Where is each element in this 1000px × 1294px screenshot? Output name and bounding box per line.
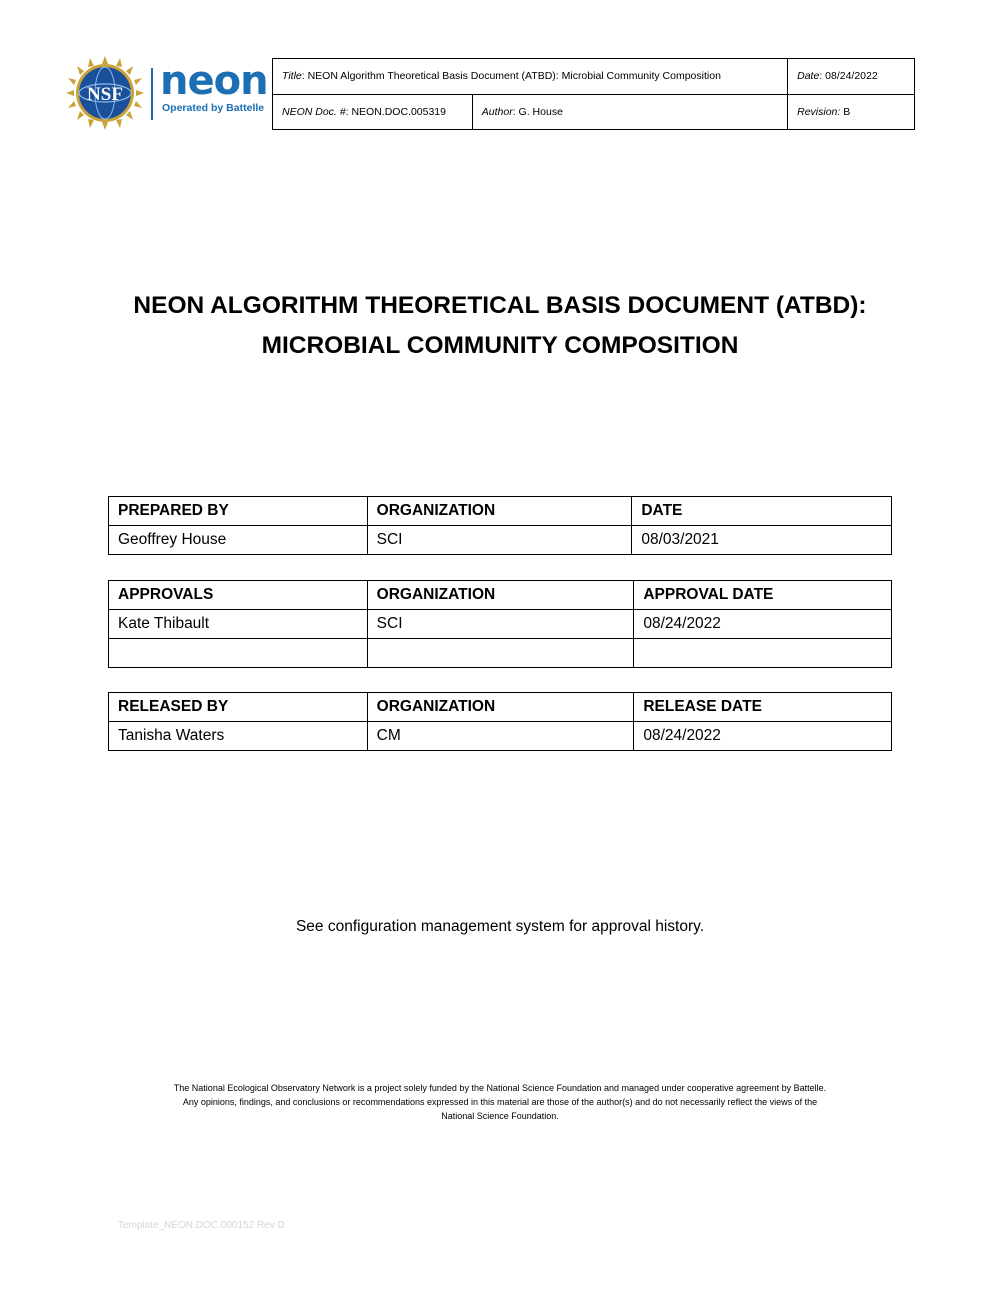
prepared-by-table — [108, 496, 892, 555]
approvals-table — [108, 580, 892, 668]
document-title-line-1: NEON ALGORITHM THEORETICAL BASIS DOCUMENT (ATBD): — [133, 292, 867, 319]
logo-divider — [151, 68, 153, 120]
approval-date: 08/24/2022 — [634, 610, 892, 639]
releaser-name: Tanisha Waters — [109, 722, 368, 751]
releaser-org: CM — [367, 722, 634, 751]
header-revision-value: B — [840, 105, 851, 118]
logo-tagline: Operated by Battelle — [162, 102, 265, 114]
released-header-org: ORGANIZATION — [367, 693, 634, 722]
header-docnum-label: NEON Doc. # — [282, 105, 346, 118]
release-date: 08/24/2022 — [634, 722, 892, 751]
header-author-label: Author — [481, 105, 513, 118]
header-revision-cell — [788, 95, 915, 130]
prepared-date: 08/03/2021 — [632, 526, 892, 555]
approvals-header-org: ORGANIZATION — [367, 581, 634, 610]
header-author-value: : G. House — [512, 105, 563, 118]
prepared-org: SCI — [367, 526, 632, 555]
neon-wordmark: neon — [160, 58, 268, 104]
header-title-value: : NEON Algorithm Theoretical Basis Document (ATBD): Microbial Community Composition — [301, 70, 721, 82]
nsf-seal-text: NSF — [87, 84, 123, 105]
table-row — [109, 526, 892, 555]
approver-org — [367, 639, 634, 668]
header-author-cell — [472, 95, 787, 130]
table-row — [109, 610, 892, 639]
header-date-value: : 08/24/2022 — [819, 70, 878, 82]
disclaimer-line-3: National Science Foundation. — [441, 1111, 559, 1121]
prepared-name: Geoffrey House — [109, 526, 368, 555]
neon-logo — [66, 56, 270, 130]
released-header-date: RELEASE DATE — [634, 693, 892, 722]
header-title-label: Title — [282, 70, 302, 82]
disclaimer-line-2: Any opinions, findings, and conclusions or recommendations expressed in this material are those of the author(s) and do not necessarily reflect the views of the — [182, 1097, 818, 1107]
config-management-note: See configuration management system for approval history. — [295, 918, 705, 935]
prepared-header-name: PREPARED BY — [109, 497, 368, 526]
document-header-table — [272, 58, 915, 130]
nsf-seal-icon — [66, 56, 144, 130]
document-title-line-2: MICROBIAL COMMUNITY COMPOSITION — [261, 332, 739, 359]
approvals-header-name: APPROVALS — [109, 581, 368, 610]
released-by-table — [108, 692, 892, 751]
approver-name: Kate Thibault — [109, 610, 368, 639]
document-title — [0, 286, 1000, 366]
header-docnum-value: : NEON.DOC.005319 — [345, 105, 446, 118]
header-revision-label: Revision: — [797, 105, 841, 118]
approvals-header-date: APPROVAL DATE — [634, 581, 892, 610]
header-title-cell — [273, 59, 788, 95]
table-row — [109, 639, 892, 668]
approver-org: SCI — [367, 610, 634, 639]
funding-disclaimer — [100, 1081, 900, 1123]
template-id: Template_NEON.DOC.000152 Rev D — [118, 1220, 285, 1231]
table-row — [109, 722, 892, 751]
released-header-name: RELEASED BY — [109, 693, 368, 722]
header-docnum-cell — [273, 95, 473, 130]
disclaimer-line-1: The National Ecological Observatory Network is a project solely funded by the National Science Foundation and managed under cooperative agreement by Battelle. — [173, 1083, 827, 1093]
approver-name — [109, 639, 368, 668]
prepared-header-date: DATE — [632, 497, 892, 526]
approval-date — [634, 639, 892, 668]
header-date-label: Date — [797, 70, 820, 82]
header-date-cell — [788, 59, 915, 95]
prepared-header-org: ORGANIZATION — [367, 497, 632, 526]
